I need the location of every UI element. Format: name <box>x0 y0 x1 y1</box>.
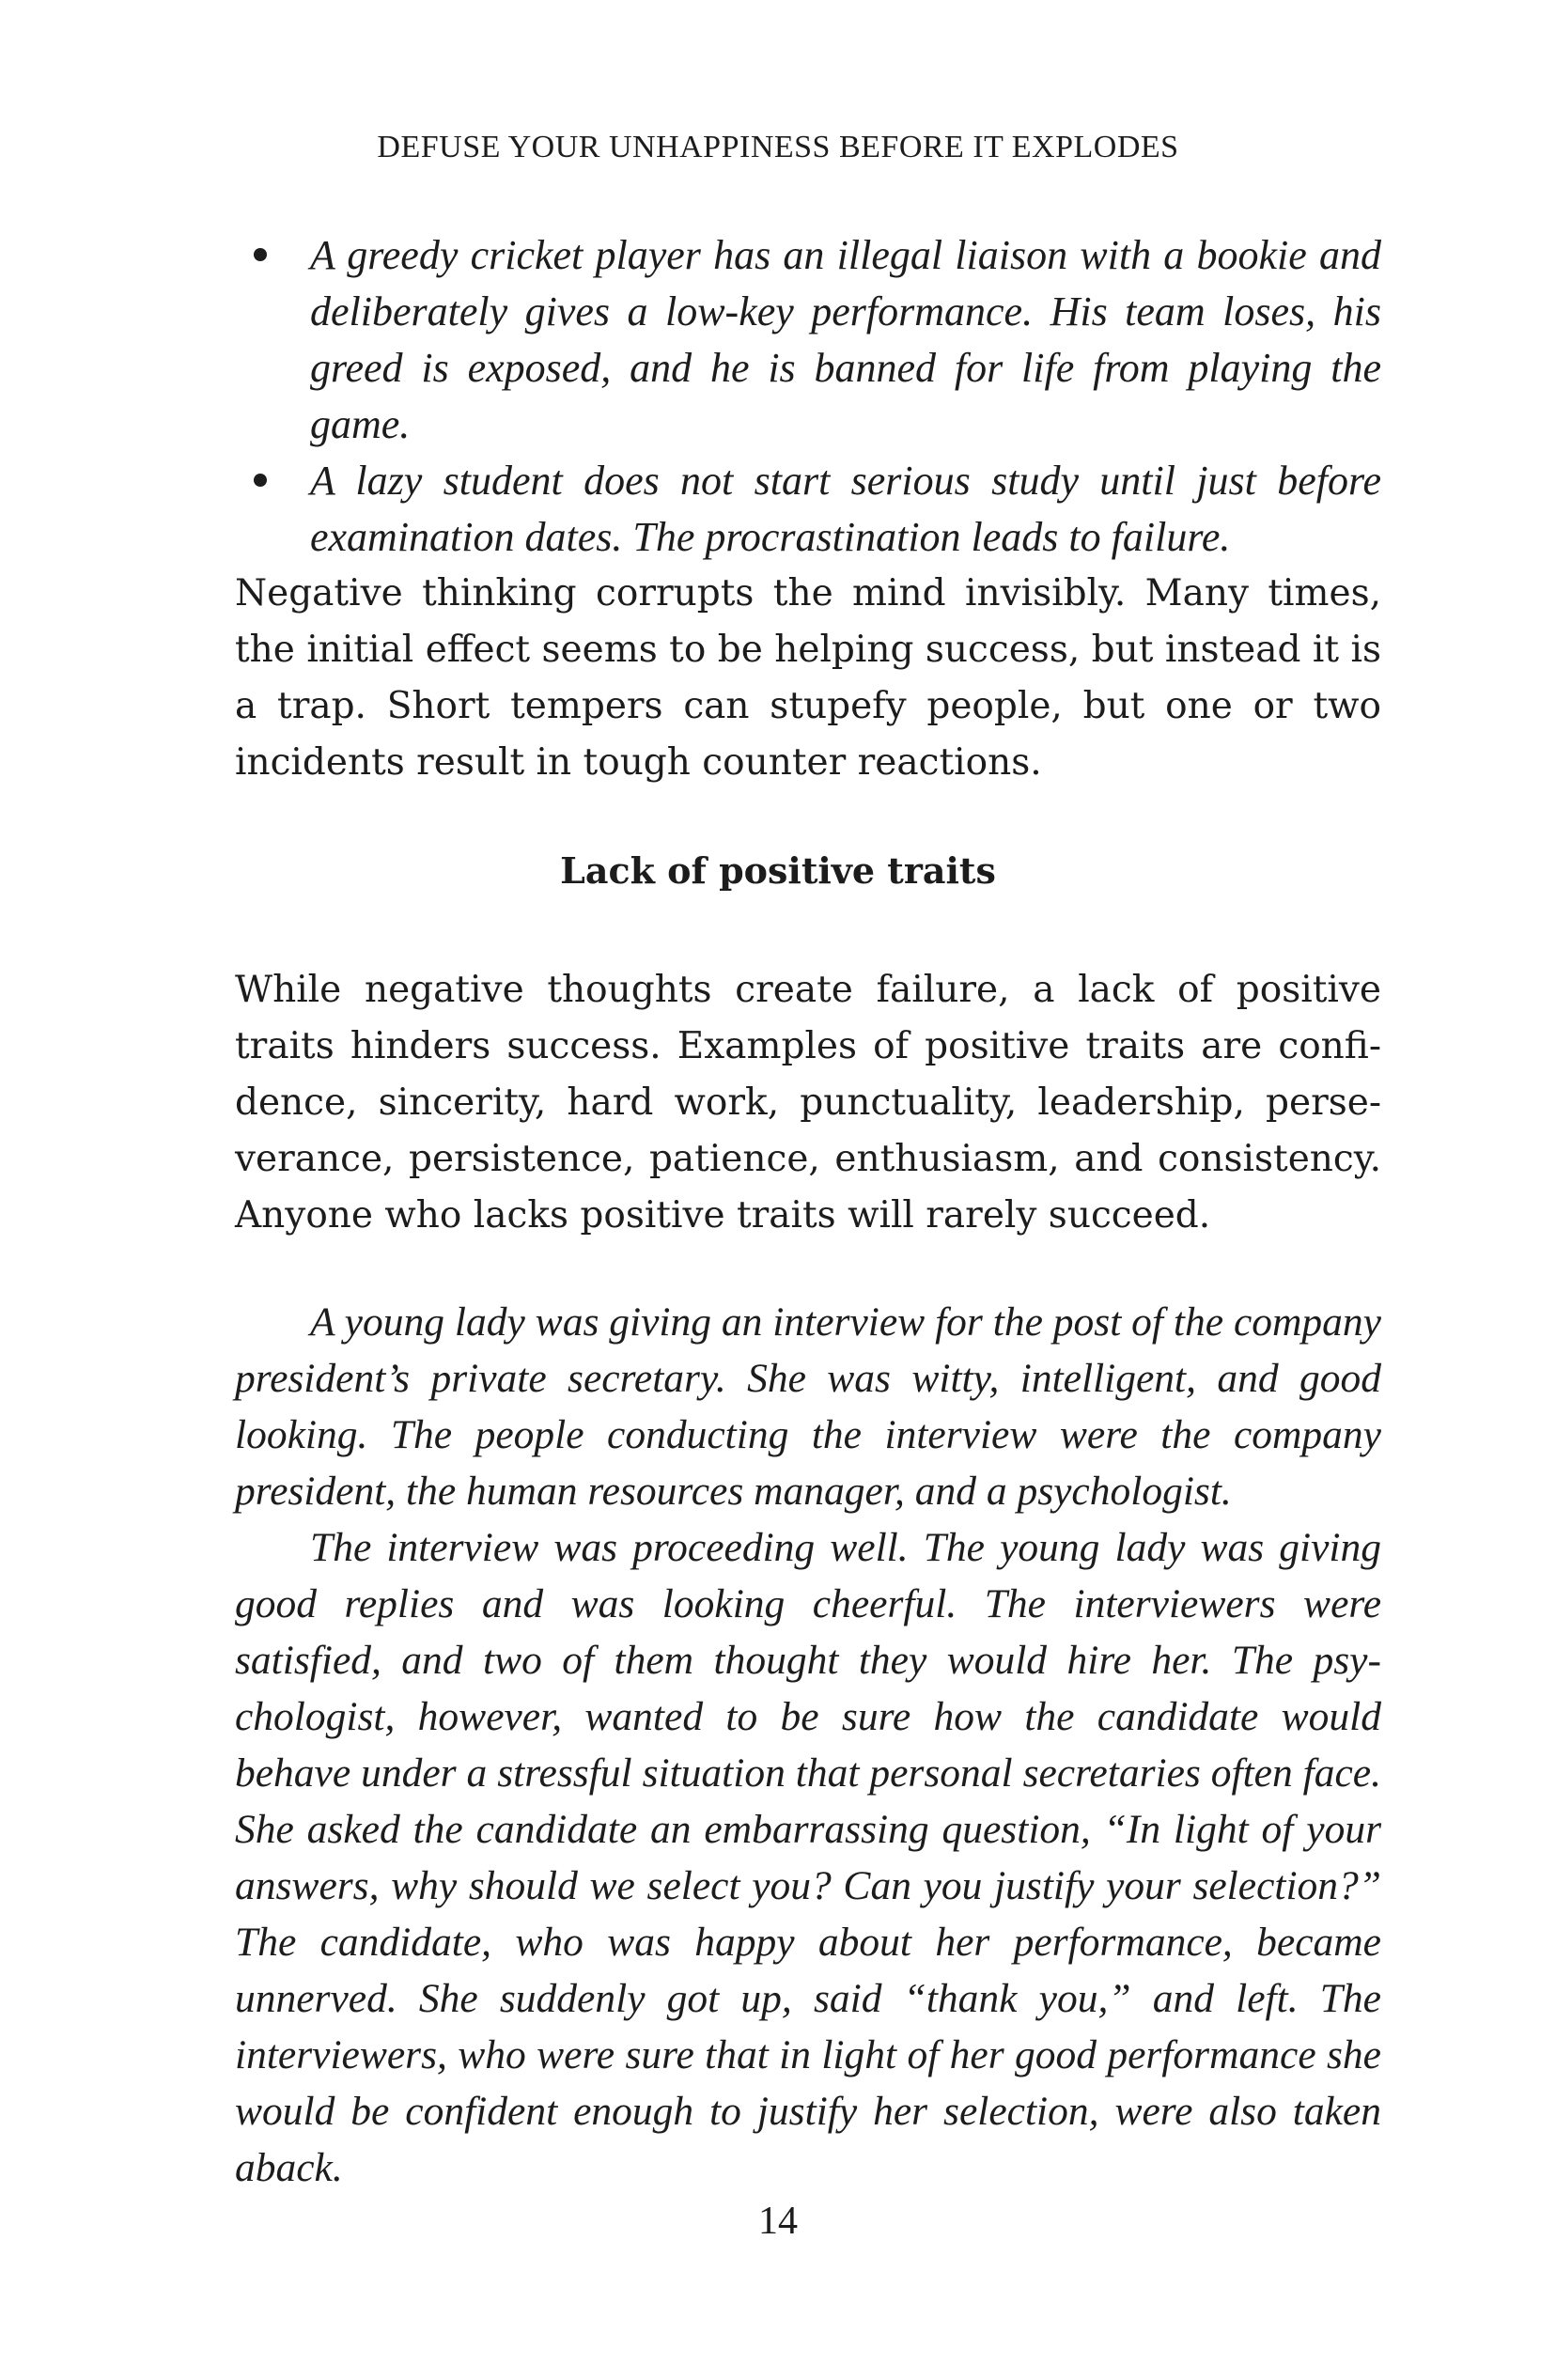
section-heading: Lack of positive traits <box>560 849 996 892</box>
body-paragraph: Negative thinking corrupts the mind invisibly. Many times, the initial effect seems to be helping success, but instead it is a trap. Short tempers can stupefy people, but one or two incidents result in tough counter reactions. <box>235 572 1381 784</box>
story-excerpt <box>235 1294 1381 2196</box>
bullet-text: A greedy cricket player has an illegal liaison with a bookie and deliberately gives a low-key performance. His team loses, his greed is exposed, and he is banned for life from playing the game. <box>310 232 1381 447</box>
bullet-item <box>235 453 1381 566</box>
bullet-item <box>235 227 1381 453</box>
running-head: DEFUSE YOUR UNHAPPINESS BEFORE IT EXPLODES <box>377 130 1179 164</box>
page-number: 14 <box>758 2200 798 2243</box>
bullet-list <box>235 227 1381 566</box>
story-paragraph: A young lady was giving an interview for the post of the company president’s private secretary. She was witty, intelligent, and good looking. The people conducting the interview were the company president, the human resources manager, and a psychologist. <box>235 1299 1381 1514</box>
bullet-icon <box>254 248 267 261</box>
story-paragraph: The interview was proceeding well. The young lady was giving good replies and was looking cheerful. The interviewers were satisfied, and two of them thought they would hire her. The psychologist, however, wanted to be sure how the candidate would behave under a stressful situation that personal secretaries often face. She asked the candidate an embarrassing question, “In light of your answers, why should we select you? Can you justify your selection?” The candidate, who was happy about her performance, became unnerved. She suddenly got up, said “thank you,” and left. The interviewers, who were sure that in light of her good performance she would be confident enough to justify her selection, were also taken aback. <box>235 1525 1381 2190</box>
bullet-text: A lazy student does not start serious study until just before examination dates. The procrastination leads to failure. <box>310 458 1381 560</box>
bullet-icon <box>254 474 267 487</box>
body-paragraph: While negative thoughts create failure, a lack of positive traits hinders success. Examples of positive traits are confidence, sincerity, hard work, punctuality, leadership, perseverance, persistence, patience, enthusiasm, and consistency. Anyone who lacks positive traits will rarely succeed. <box>235 969 1381 1237</box>
